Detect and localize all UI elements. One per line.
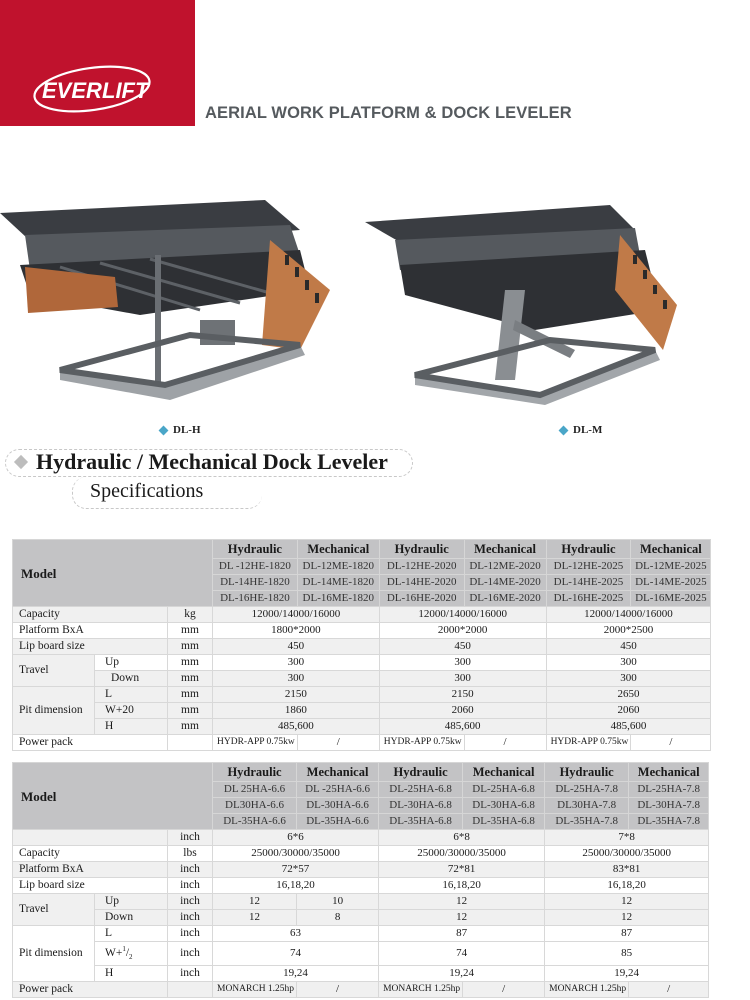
unit-cell: inch xyxy=(168,942,213,966)
model-cell: DL30HA-6.6 xyxy=(213,798,297,814)
row-pit-l xyxy=(13,926,709,942)
unit-cell: mm xyxy=(168,639,213,655)
row-label xyxy=(13,830,168,846)
value-cell: 2650 xyxy=(546,687,711,703)
value-cell: 12 xyxy=(545,894,709,910)
type-header: Hydraulic xyxy=(379,540,464,559)
model-cell: DL-12HE-2020 xyxy=(379,559,464,575)
tagline: AERIAL WORK PLATFORM & DOCK LEVELER xyxy=(205,104,572,122)
unit-cell: inch xyxy=(168,878,213,894)
row-lip-board xyxy=(13,639,711,655)
model-cell: DL-35HA-6.8 xyxy=(463,814,545,830)
unit-cell: mm xyxy=(168,671,213,687)
model-cell: DL-12HE-2025 xyxy=(546,559,631,575)
row-pit-h xyxy=(13,719,711,735)
value-cell: 6*8 xyxy=(379,830,545,846)
row-sublabel: Up xyxy=(95,894,168,910)
model-cell: DL-16ME-2025 xyxy=(631,591,711,607)
row-group-label: Travel xyxy=(13,655,95,687)
model-cell: DL-25HA-6.8 xyxy=(379,782,463,798)
value-cell: 2060 xyxy=(379,703,546,719)
model-cell: DL -25HA-6.6 xyxy=(297,782,379,798)
model-label: Model xyxy=(13,763,213,830)
unit-cell: lbs xyxy=(168,846,213,862)
row-pit-w xyxy=(13,942,709,966)
row-travel-down xyxy=(13,910,709,926)
value-cell: 12 xyxy=(379,910,545,926)
value-cell: 1800*2000 xyxy=(213,623,380,639)
row-label: Platform BxA xyxy=(13,862,168,878)
diamond-bullet-icon xyxy=(14,455,28,469)
value-cell: 10 xyxy=(297,894,379,910)
value-cell: 87 xyxy=(379,926,545,942)
value-cell: 72*81 xyxy=(379,862,545,878)
type-header: Hydraulic xyxy=(213,540,298,559)
diamond-bullet-icon xyxy=(159,425,169,435)
unit-cell: inch xyxy=(168,894,213,910)
model-cell: DL-16ME-2020 xyxy=(464,591,546,607)
model-cell: DL-14HE-2020 xyxy=(379,575,464,591)
value-cell: 2000*2000 xyxy=(379,623,546,639)
unit-cell xyxy=(168,735,213,751)
model-cell: DL-14ME-2025 xyxy=(631,575,711,591)
value-cell: 16,18,20 xyxy=(379,878,545,894)
value-cell: / xyxy=(297,735,379,751)
model-cell: DL-35HA-6.6 xyxy=(213,814,297,830)
value-cell: 25000/30000/35000 xyxy=(213,846,379,862)
row-pit-w xyxy=(13,703,711,719)
value-cell: 83*81 xyxy=(545,862,709,878)
model-cell: DL-30HA-6.8 xyxy=(463,798,545,814)
value-cell: 300 xyxy=(546,671,711,687)
value-cell: 7*8 xyxy=(545,830,709,846)
value-cell: MONARCH 1.25hp xyxy=(545,982,629,998)
caption-dl-h xyxy=(160,424,201,436)
model-cell: DL-30HA-6.8 xyxy=(379,798,463,814)
model-label: Model xyxy=(13,540,213,607)
row-travel-down xyxy=(13,671,711,687)
value-cell: 74 xyxy=(213,942,379,966)
value-cell: 2060 xyxy=(546,703,711,719)
value-cell: 74 xyxy=(379,942,545,966)
model-cell: DL-16HE-2020 xyxy=(379,591,464,607)
value-cell: 12000/14000/16000 xyxy=(379,607,546,623)
row-size xyxy=(13,830,709,846)
unit-cell: inch xyxy=(168,926,213,942)
type-header: Mechanical xyxy=(464,540,546,559)
unit-cell: inch xyxy=(168,910,213,926)
value-cell: HYDR-APP 0.75kw xyxy=(213,735,298,751)
row-group-label: Pit dimension xyxy=(13,687,95,735)
value-cell: 485,600 xyxy=(546,719,711,735)
value-cell: 12000/14000/16000 xyxy=(213,607,380,623)
value-cell: 485,600 xyxy=(379,719,546,735)
type-header: Mechanical xyxy=(463,763,545,782)
row-sublabel: H xyxy=(95,966,168,982)
model-cell: DL-25HA-7.8 xyxy=(629,782,709,798)
value-cell: 450 xyxy=(213,639,380,655)
row-label: Lip board size xyxy=(13,878,168,894)
value-cell: 8 xyxy=(297,910,379,926)
model-cell: DL-25HA-6.8 xyxy=(463,782,545,798)
value-cell: 25000/30000/35000 xyxy=(379,846,545,862)
value-cell: 16,18,20 xyxy=(545,878,709,894)
everlift-logo xyxy=(30,62,170,114)
value-cell: 12000/14000/16000 xyxy=(546,607,711,623)
row-lip-board xyxy=(13,878,709,894)
model-cell: DL-30HA-7.8 xyxy=(629,798,709,814)
value-cell: 16,18,20 xyxy=(213,878,379,894)
row-capacity xyxy=(13,846,709,862)
model-cell: DL-14ME-2020 xyxy=(464,575,546,591)
model-cell: DL-14HE-2025 xyxy=(546,575,631,591)
diamond-bullet-icon xyxy=(559,425,569,435)
row-label: Power pack xyxy=(13,982,168,998)
value-cell: 19,24 xyxy=(213,966,379,982)
type-header: Hydraulic xyxy=(379,763,463,782)
row-label: Platform BxA xyxy=(13,623,168,639)
type-header: Hydraulic xyxy=(213,763,297,782)
row-group-label: Pit dimension xyxy=(13,926,95,982)
row-label: Power pack xyxy=(13,735,168,751)
row-sublabel: Down xyxy=(95,671,168,687)
row-sublabel: $W+^1/_2$ xyxy=(95,942,168,966)
row-pit-l xyxy=(13,687,711,703)
value-cell: 300 xyxy=(379,655,546,671)
row-power-pack xyxy=(13,735,711,751)
unit-cell: inch xyxy=(168,966,213,982)
row-label: Capacity xyxy=(13,607,168,623)
value-cell: 12 xyxy=(379,894,545,910)
product-image-dl-m xyxy=(365,200,685,405)
row-sublabel: L xyxy=(95,926,168,942)
type-header: Hydraulic xyxy=(545,763,629,782)
caption-text: DL-M xyxy=(573,424,603,436)
value-cell: MONARCH 1.25hp xyxy=(379,982,463,998)
row-pit-h xyxy=(13,966,709,982)
row-travel-up xyxy=(13,894,709,910)
unit-cell xyxy=(168,982,213,998)
model-cell: DL-12ME-2020 xyxy=(464,559,546,575)
type-header: Mechanical xyxy=(297,763,379,782)
model-cell: DL-35HA-7.8 xyxy=(629,814,709,830)
value-cell: 300 xyxy=(379,671,546,687)
value-cell: 300 xyxy=(213,671,380,687)
row-sublabel: W+20 xyxy=(95,703,168,719)
value-cell: HYDR-APP 0.75kw xyxy=(379,735,464,751)
model-cell: DL-25HA-7.8 xyxy=(545,782,629,798)
model-cell: DL-16HE-2025 xyxy=(546,591,631,607)
caption-text: DL-H xyxy=(173,424,201,436)
spec-table-imperial xyxy=(12,762,709,998)
value-cell: 1860 xyxy=(213,703,380,719)
section-title xyxy=(16,449,388,475)
value-cell: 450 xyxy=(379,639,546,655)
row-label: Lip board size xyxy=(13,639,168,655)
row-travel-up xyxy=(13,655,711,671)
row-sublabel: Down xyxy=(95,910,168,926)
row-platform xyxy=(13,862,709,878)
brand-block xyxy=(0,0,195,126)
value-cell: / xyxy=(631,735,711,751)
type-header: Hydraulic xyxy=(546,540,631,559)
value-cell: 85 xyxy=(545,942,709,966)
value-cell: 12 xyxy=(545,910,709,926)
model-cell: DL-16HE-1820 xyxy=(213,591,298,607)
value-cell: 19,24 xyxy=(545,966,709,982)
value-cell: 63 xyxy=(213,926,379,942)
value-cell: / xyxy=(464,735,546,751)
value-cell: 300 xyxy=(546,655,711,671)
row-group-label: Travel xyxy=(13,894,95,926)
type-header: Mechanical xyxy=(631,540,711,559)
type-header: Mechanical xyxy=(297,540,379,559)
unit-cell: kg xyxy=(168,607,213,623)
unit-cell: mm xyxy=(168,687,213,703)
value-cell: 12 xyxy=(213,894,297,910)
model-cell: DL-35HA-6.6 xyxy=(297,814,379,830)
type-header: Mechanical xyxy=(629,763,709,782)
product-image-dl-h xyxy=(0,195,340,405)
model-cell: DL-14HE-1820 xyxy=(213,575,298,591)
svg-text:LIFT: LIFT xyxy=(102,78,149,103)
value-cell: / xyxy=(629,982,709,998)
unit-cell: mm xyxy=(168,623,213,639)
model-cell: DL-12ME-1820 xyxy=(297,559,379,575)
value-cell: / xyxy=(297,982,379,998)
svg-text:EVER: EVER xyxy=(42,78,102,103)
model-cell: DL 25HA-6.6 xyxy=(213,782,297,798)
row-sublabel: L xyxy=(95,687,168,703)
model-cell: DL30HA-7.8 xyxy=(545,798,629,814)
value-cell: 2000*2500 xyxy=(546,623,711,639)
model-cell: DL-30HA-6.6 xyxy=(297,798,379,814)
value-cell: 72*57 xyxy=(213,862,379,878)
row-capacity xyxy=(13,607,711,623)
model-cell: DL-14ME-1820 xyxy=(297,575,379,591)
value-cell: HYDR-APP 0.75kw xyxy=(546,735,631,751)
value-cell: 2150 xyxy=(379,687,546,703)
row-sublabel: Up xyxy=(95,655,168,671)
unit-cell: mm xyxy=(168,655,213,671)
section-title-text: Hydraulic / Mechanical Dock Leveler xyxy=(36,449,388,474)
model-cell: DL-12ME-2025 xyxy=(631,559,711,575)
value-cell: 485,600 xyxy=(213,719,380,735)
value-cell: 25000/30000/35000 xyxy=(545,846,709,862)
section-subtitle: Specifications xyxy=(90,480,204,502)
row-label: Capacity xyxy=(13,846,168,862)
value-cell: MONARCH 1.25hp xyxy=(213,982,297,998)
caption-dl-m xyxy=(560,424,602,436)
unit-cell: mm xyxy=(168,703,213,719)
row-power-pack xyxy=(13,982,709,998)
model-cell: DL -12HE-1820 xyxy=(213,559,298,575)
row-sublabel: H xyxy=(95,719,168,735)
value-cell: 2150 xyxy=(213,687,380,703)
row-platform xyxy=(13,623,711,639)
model-cell: DL-35HA-7.8 xyxy=(545,814,629,830)
unit-cell: inch xyxy=(168,862,213,878)
value-cell: 300 xyxy=(213,655,380,671)
spec-table-metric xyxy=(12,539,711,751)
unit-cell: mm xyxy=(168,719,213,735)
model-cell: DL-35HA-6.8 xyxy=(379,814,463,830)
unit-cell: inch xyxy=(168,830,213,846)
value-cell: 12 xyxy=(213,910,297,926)
value-cell: 6*6 xyxy=(213,830,379,846)
value-cell: / xyxy=(463,982,545,998)
value-cell: 87 xyxy=(545,926,709,942)
value-cell: 19,24 xyxy=(379,966,545,982)
model-cell: DL-16ME-1820 xyxy=(297,591,379,607)
value-cell: 450 xyxy=(546,639,711,655)
